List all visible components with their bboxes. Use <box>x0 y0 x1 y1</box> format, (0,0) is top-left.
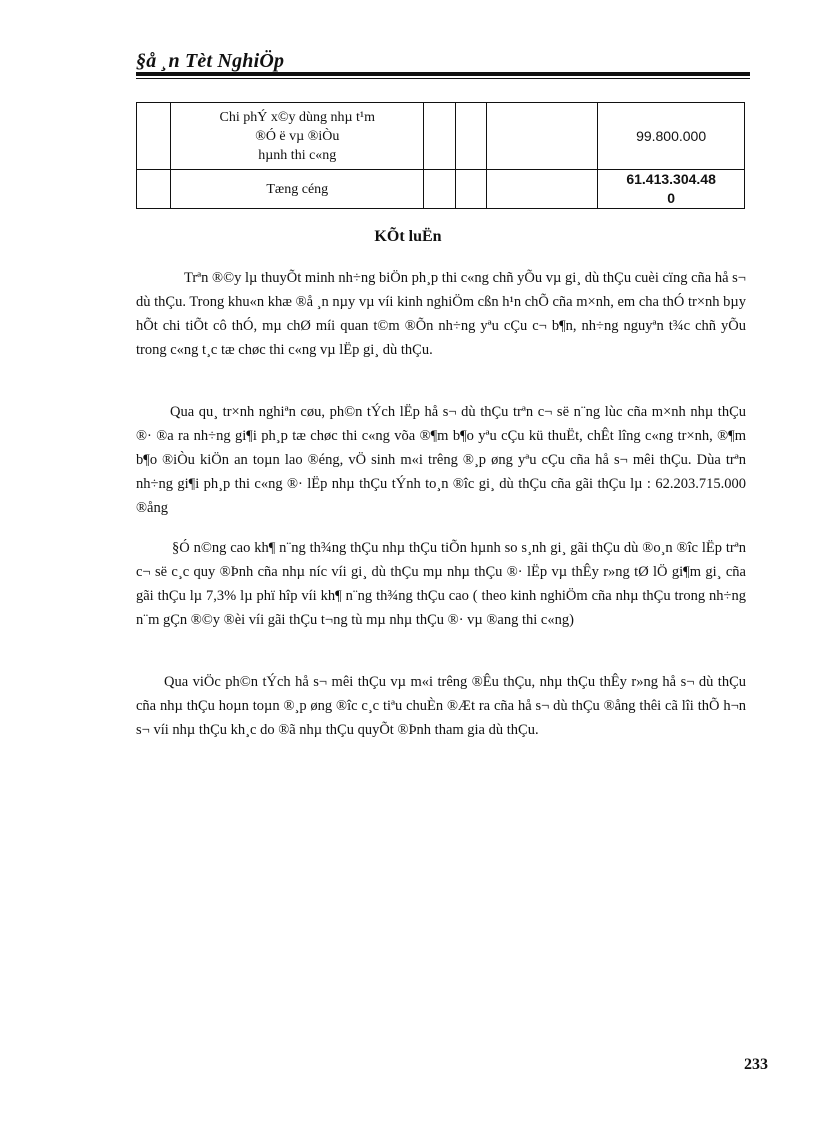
table-cell-empty <box>455 170 486 209</box>
table-cell-amount <box>598 103 745 170</box>
paragraph: Qua qu¸ tr×nh nghiªn cøu, ph©n tÝch lËp hå s¬ dù thÇu trªn c¬ së n¨ng lùc cña m×nh nhµ thÇu ®· ®a ra nh÷ng gi¶i ph¸p tæ chøc thi c«ng võa ®¶m b¶o yªu cÇu kü thuËt, chÊt lîng c«ng tr×nh, ®¶m b¶o ®iÒu kiÖn an toµn lao ®éng, vÖ sinh m«i trêng ®¸p øng yªu cÇu cña hå s¬ mêi thÇu. Dùa trªn nh÷ng gi¶i ph¸p thi c«ng ®· lËp nhµ thÇu tÝnh to¸n ®îc gi¸ dù thÇu cña gãi thÇu lµ : 62.203.715.000 ®ång <box>136 404 746 516</box>
description-line: Tæng céng <box>266 181 329 197</box>
amount-line: 0 <box>667 190 675 206</box>
amount-line: 99.800.000 <box>636 127 707 144</box>
table-cell-description <box>171 103 424 170</box>
table-cell-empty <box>455 103 486 170</box>
table-row <box>137 103 745 170</box>
page-number: 233 <box>744 1056 768 1073</box>
table-cell-empty <box>486 103 598 170</box>
table-row <box>137 170 745 209</box>
cost-table <box>136 102 745 209</box>
paragraph: Trªn ®©y lµ thuyÕt minh nh÷ng biÖn ph¸p thi c«ng chñ yÕu vµ gi¸ dù thÇu cuèi cïng cña hå s¬ dù thÇu. Trong khu«n khæ ®å ¸n nµy vµ víi kinh nghiÖm cßn h¹n chÕ cña m×nh, em cha thÓ tr×nh bµy hÕt chi tiÕt cô thÓ, mµ chØ míi quan t©m ®Õn nh÷ng yªu cÇu c¬ b¶n, nh÷ng nguyªn t¾c chñ yÕu trong c«ng t¸c tæ chøc thi c«ng vµ lËp gi¸ dù thÇu. <box>136 270 746 358</box>
paragraph: Qua viÖc ph©n tÝch hå s¬ mêi thÇu vµ m«i trêng ®Êu thÇu, nhµ thÇu thÊy r»ng hå s¬ dù thÇu cña nhµ thÇu hoµn toµn ®¸p øng ®îc c¸c tiªu chuÈn ®Æt ra cña hå s¬ dù thÇu ®ång thêi cã lîi thÕ h¬n s¬ víi nhµ thÇu kh¸c do ®ã nhµ thÇu quyÕt ®Þnh tham gia dù thÇu. <box>136 674 746 738</box>
page-header-title: §å ¸n Tèt NghiÖp <box>136 50 285 72</box>
description-line: Chi phÝ x©y dùng nhµ t¹m <box>219 109 376 125</box>
paragraph: §Ó n©ng cao kh¶ n¨ng th¾ng thÇu nhµ thÇu tiÕn hµnh so s¸nh gi¸ gãi thÇu dù ®o¸n ®îc lËp trªn c¬ së c¸c quy ®Þnh cña nhµ níc víi gi¸ dù thÇu mµ nhµ thÇu ®· lËp vµ thÊy r»ng tØ lÖ gi¶m gi¸ cña gãi thÇu lµ 7,3% lµ phï hîp víi kh¶ n¨ng th¾ng thÇu cao ( theo kinh nghiÖm cña nhµ thÇu trong nh÷ng n¨m gÇn ®©y ®èi víi gãi thÇu t¬ng tù mµ nhµ thÇu ®· vµ ®ang thi c«ng) <box>136 540 746 628</box>
description-line: hµnh thi c«ng <box>258 147 337 163</box>
amount-line: 61.413.304.48 <box>626 171 716 187</box>
table-cell-description <box>171 170 424 209</box>
description-line: ®Ó ë vµ ®iÒu <box>255 128 340 144</box>
header-rule-thick <box>136 72 750 76</box>
table-cell-empty <box>486 170 598 209</box>
table-cell-empty <box>424 103 455 170</box>
table-cell-index <box>137 170 171 209</box>
table-cell-index <box>137 103 171 170</box>
table-cell-empty <box>424 170 455 209</box>
table-cell-total-amount <box>598 170 745 209</box>
section-heading: KÕt luËn <box>374 228 442 245</box>
header-rule-thin <box>136 78 750 79</box>
